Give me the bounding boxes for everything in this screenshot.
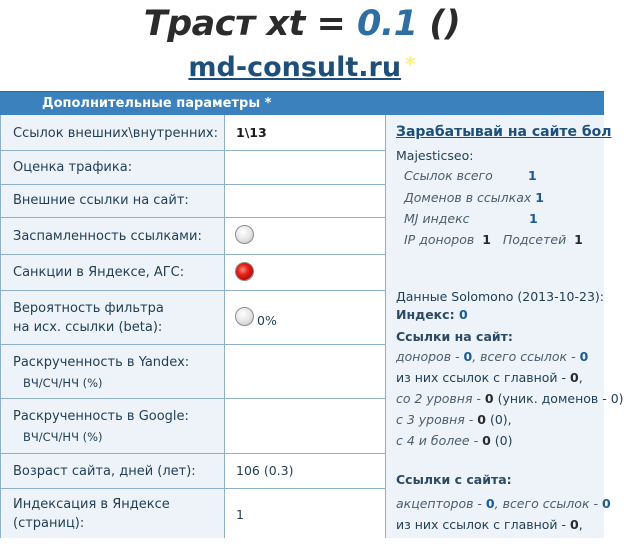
out-main-line: из них ссылок с главной - 0, (396, 517, 583, 532)
sanctions-radio[interactable] (235, 262, 254, 281)
param-row-age: Возраст сайта, дней (лет): 106 (0.3) (0, 454, 386, 489)
star-icon: * (405, 52, 416, 76)
info-panel (386, 115, 624, 538)
majestic-title: Majesticseo: (396, 148, 474, 163)
majestic-links: Ссылок всего 1 (404, 168, 537, 183)
param-row-sanctions: Санкции в Яндексе, АГС: (0, 255, 386, 291)
spam-radio[interactable] (235, 225, 254, 244)
earn-link[interactable]: Зарабатывай на сайте бол (396, 124, 612, 140)
section-header (0, 91, 604, 115)
donors-line: доноров - 0, всего ссылок - 0 (396, 349, 589, 364)
links-to-title: Ссылки на сайт: (396, 329, 513, 344)
solomono-index: Индекс: 0 (396, 307, 468, 322)
domain-link[interactable]: md-consult.ru (188, 52, 402, 83)
param-row-links: Ссылок внешних\внутренних: 1\13 (0, 115, 386, 151)
level4-line: с 4 и более - 0 (0) (396, 433, 513, 448)
section-title: Дополнительные параметры * (42, 96, 272, 111)
acceptors-line: акцепторов - 0, всего ссылок - 0 (396, 496, 611, 511)
level3-line: с 3 уровня - 0 (0), (396, 412, 512, 427)
majestic-ip: IP доноров 1 Подсетей 1 (404, 232, 583, 247)
filter-radio[interactable] (235, 307, 254, 326)
param-row-filter: Вероятность фильтра на исх. ссылки (beta): 0% (0, 291, 386, 345)
trust-title: Траст xt = 0.1 () (143, 4, 461, 44)
solomono-title: Данные Solomono (2013-10-23): (396, 289, 604, 304)
param-row-external-links: Внешние ссылки на сайт: (0, 185, 386, 218)
param-row-traffic: Оценка трафика: (0, 151, 386, 185)
majestic-index: MJ индекс 1 (404, 211, 538, 226)
domain-header (0, 52, 604, 83)
level2-line: со 2 уровня - 0 (уник. доменов - 0) (396, 391, 624, 406)
param-row-google-rank: Раскрученность в Google: ВЧ/СЧ/НЧ (%) (0, 399, 386, 454)
majestic-domains: Доменов в ссылках 1 (404, 190, 544, 205)
param-row-spam: Заспамленность ссылками: (0, 218, 386, 255)
from-main-line: из них ссылок с главной - 0, (396, 370, 583, 385)
links-from-title: Ссылки с сайта: (396, 472, 512, 487)
trust-value: 0.1 (357, 4, 418, 44)
param-row-yandex-rank: Раскрученность в Yandex: ВЧ/СЧ/НЧ (%) (0, 345, 386, 399)
param-row-indexing: Индексация в Яндексе (страниц): 1 (13, 497, 244, 531)
